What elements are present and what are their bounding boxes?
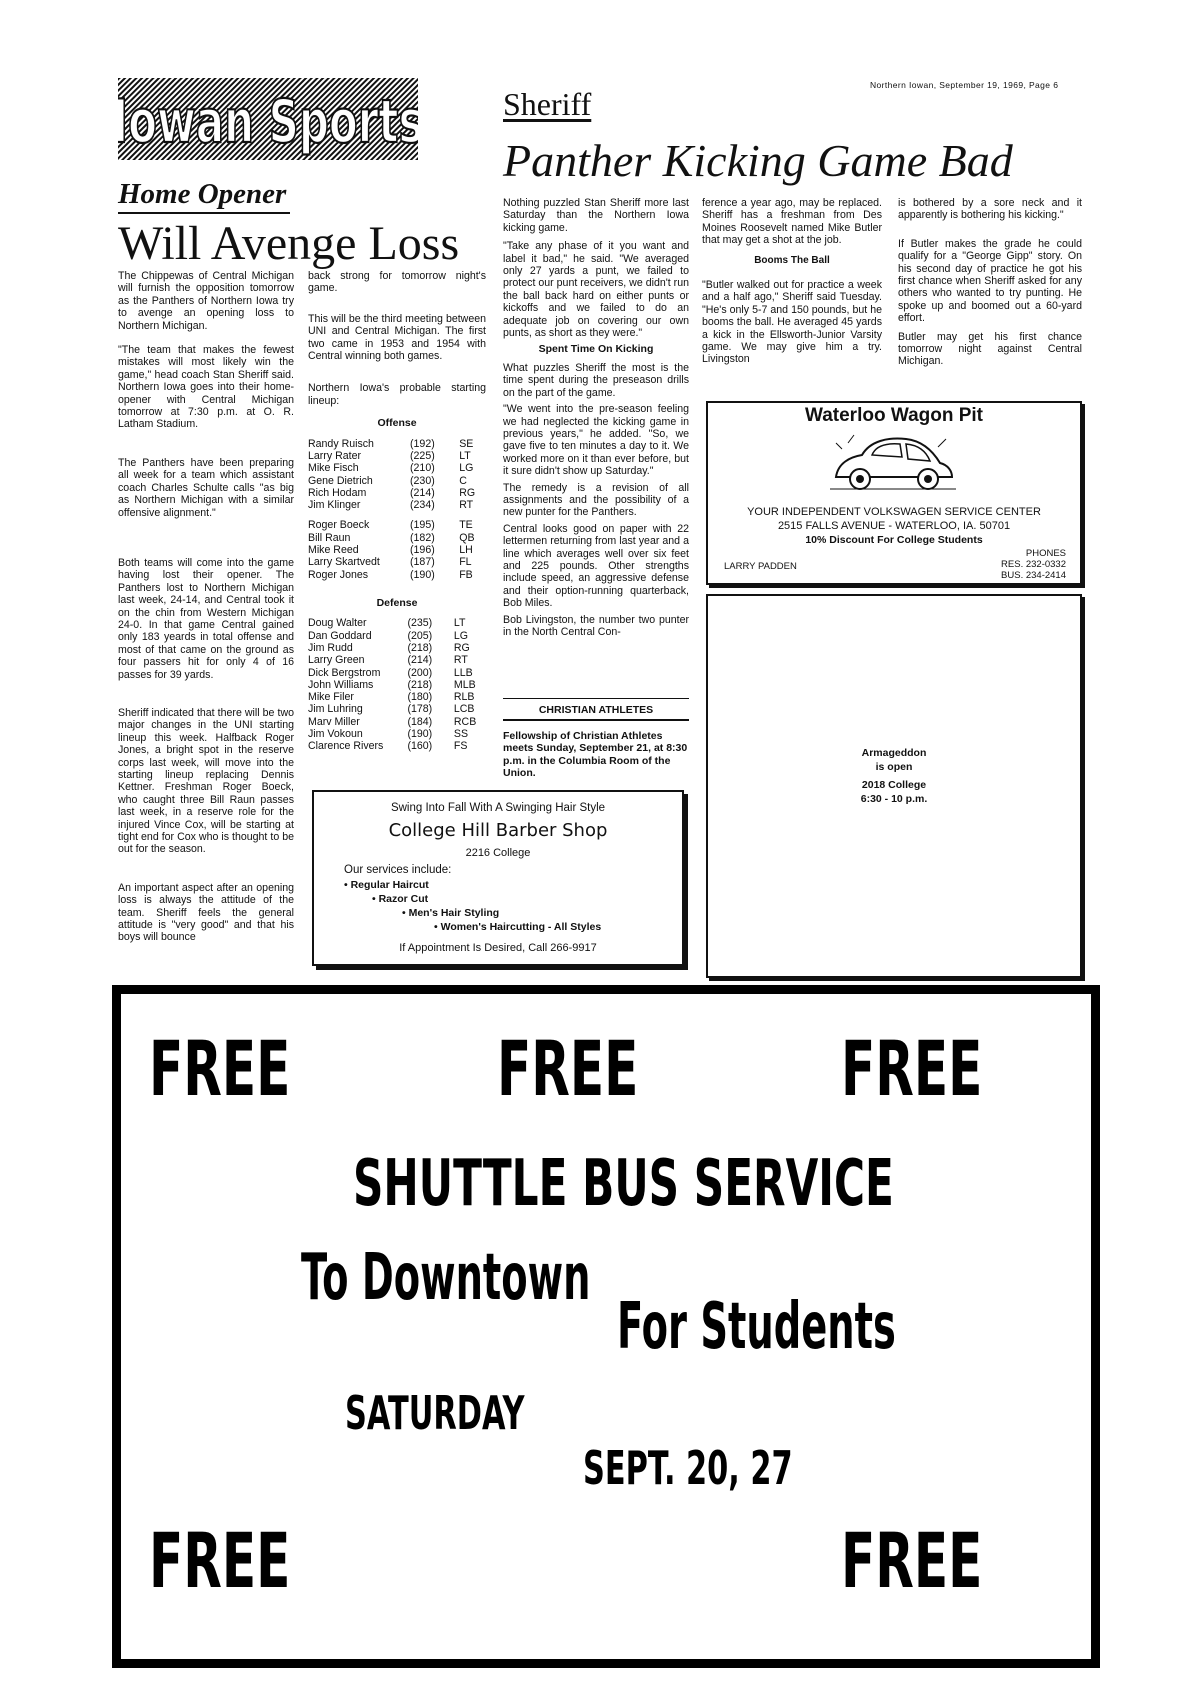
player-position: RG (459, 486, 476, 499)
player-position: C (459, 474, 467, 487)
paragraph: Butler may get his first chance tomorrow night against Central Michigan. (898, 330, 1082, 368)
player-name: Mike Filer (308, 691, 354, 704)
ad-line: Armageddon (861, 747, 927, 759)
table-row (308, 728, 486, 740)
service-item: • Women's Haircutting - All Styles (434, 921, 602, 933)
player-name: Clarence Rivers (308, 740, 384, 753)
free-label: FREE (841, 1024, 983, 1113)
ad-line: YOUR INDEPENDENT VOLKSWAGEN SERVICE CENTER (747, 506, 1041, 518)
ad-discount: 10% Discount For College Students (805, 534, 983, 546)
player-name: Jim Rudd (308, 641, 353, 654)
player-weight: (218) (407, 678, 433, 691)
player-weight: (200) (407, 666, 433, 679)
paragraph: If Butler makes the grade he could qualify for a "George Gipp" story. On his second day of practice he got his first chance when Sheriff asked for any others who wanted to try punting. He spoke up and boomed out a 60-yard effort. (898, 237, 1082, 325)
subheading: Booms The Ball (754, 254, 830, 266)
spacer-row (308, 511, 486, 519)
service-item: • Razor Cut (372, 893, 429, 905)
ad-line: 2018 College (861, 779, 927, 791)
ad-phone-res: RES. 232-0332 (1001, 559, 1066, 570)
volkswagen-beetle-icon (828, 433, 958, 495)
player-position: FB (459, 568, 473, 581)
table-row (308, 630, 486, 642)
player-position: FS (453, 740, 468, 753)
player-position: RT (453, 654, 468, 667)
ad-address: 2216 College (465, 847, 531, 859)
player-name: Gene Dietrich (308, 474, 373, 487)
table-row (308, 740, 486, 752)
player-position: LCB (453, 703, 475, 716)
table-row (308, 487, 486, 499)
player-position: LG (453, 629, 469, 642)
player-position: SE (459, 437, 474, 450)
player-weight: (182) (410, 531, 435, 544)
player-name: Jim Vokoun (308, 728, 363, 740)
ad-line: 6:30 - 10 p.m. (860, 793, 928, 805)
free-label: FREE (149, 1024, 291, 1113)
article-headline: Will Avenge Loss (118, 217, 460, 270)
article-column-1 (118, 270, 294, 956)
table-row (308, 654, 486, 666)
table-row (308, 438, 486, 450)
table-row (308, 569, 486, 581)
subheading: Spent Time On Kicking (538, 343, 654, 356)
player-position: LH (459, 544, 473, 557)
player-weight: (214) (407, 654, 433, 667)
divider (503, 698, 689, 699)
player-position: MLB (453, 678, 476, 691)
player-position: SS (453, 728, 469, 740)
ad-headline: SHUTTLE BUS SERVICE (353, 1147, 894, 1221)
article-column-5 (898, 197, 1082, 380)
player-position: LLB (453, 666, 473, 679)
player-weight: (205) (407, 629, 433, 642)
ad-title: Waterloo Wagon Pit (804, 405, 984, 426)
ad-title: College Hill Barber Shop (388, 820, 608, 841)
player-name: Rich Hodam (308, 486, 367, 499)
shuttle-bus-ad (112, 985, 1100, 1668)
defense-label: Defense (376, 596, 418, 609)
player-name: Larry Green (308, 654, 365, 667)
table-row (308, 617, 486, 629)
player-weight: (218) (407, 641, 433, 654)
player-name: Jim Klinger (308, 499, 361, 512)
article-column-2 (308, 270, 486, 753)
player-position: LG (459, 462, 474, 475)
player-weight: (234) (410, 499, 435, 512)
player-weight: (230) (410, 474, 435, 487)
player-weight: (180) (407, 691, 433, 704)
player-position: RT (459, 499, 474, 512)
player-position: FL (459, 556, 472, 569)
ad-day: SATURDAY (345, 1386, 525, 1440)
table-row (308, 475, 486, 487)
ad-line: is open (875, 761, 913, 773)
player-weight: (214) (410, 486, 435, 499)
offense-label: Offense (377, 417, 417, 430)
player-name: Bill Raun (308, 531, 351, 544)
article-kicker-right: Sheriff (503, 86, 592, 122)
offense-table (308, 438, 486, 581)
article-headline-right: Panther Kicking Game Bad (503, 135, 1013, 186)
player-name: Jim Luhring (308, 703, 363, 716)
ad-contact: LARRY PADDEN (724, 561, 797, 572)
player-weight: (187) (410, 556, 435, 569)
paragraph: The remedy is a revision of all assignments and the possibility of a new punter for the Panthers. (503, 481, 689, 519)
paragraph: Central looks good on paper with 22 lettermen returning from last year and a line which averages well over six feet and 225 pounds. Other strengths include speed, an aggressive defense and their option-running quarterback, Bob Miles. (503, 522, 689, 610)
player-weight: (190) (410, 568, 435, 581)
section-masthead (118, 78, 418, 160)
ad-services-label: Our services include: (344, 864, 452, 876)
paragraph: "Butler walked out for practice a week and a half ago," Sheriff said Tuesday. "He's only 5-7 and 150 pounds, but he booms the ball. He averaged 45 yards a kick in the Ellsworth-Junior Varsity game. We may give him a try. Livingston (702, 279, 882, 366)
table-row (308, 667, 486, 679)
paragraph: An important aspect after an opening loss is always the attitude of the team. Sheriff feels the general attitude is "very good" and that his boys will bounce (118, 881, 294, 944)
player-weight: (235) (407, 617, 433, 630)
player-name: Dan Goddard (308, 629, 372, 642)
service-item: • Men's Hair Styling (402, 907, 500, 919)
armageddon-ad (706, 594, 1082, 978)
table-row (308, 519, 486, 531)
player-weight: (184) (407, 715, 433, 728)
paragraph: "We went into the pre-season feeling we had neglected the kicking game in previous years," he added. "So, we gave five to ten minutes a day to it. We worked more on it than ever before, but it sure didn't show up Saturday." (503, 403, 689, 478)
paragraph: This will be the third meeting between UNI and Central Michigan. The first two came in 1953 and 1954 with Central winning both games. (308, 312, 486, 363)
wagon-pit-ad (706, 401, 1082, 585)
player-name: Doug Walter (308, 617, 367, 630)
player-position: TE (459, 519, 473, 532)
kicker-rule (118, 212, 290, 214)
table-row (308, 462, 486, 474)
player-position: RG (453, 641, 470, 654)
barber-shop-ad (312, 790, 684, 966)
player-weight: (178) (407, 703, 433, 716)
paragraph: "The team that makes the fewest mistakes will most likely win the game," head coach Stan Sheriff said. Northern Iowa goes into their home-opener with Central Michigan tomorrow at 7:30 p.m. at O. R. Latham Stadium. (118, 344, 294, 431)
paragraph: ference a year ago, may be replaced. Sheriff has a freshman from Des Moines Roosevelt named Mike Butler that may get a shot at the job. (702, 197, 882, 247)
divider (503, 719, 689, 721)
free-label: FREE (149, 1516, 291, 1605)
article-column-3 (503, 197, 689, 638)
table-row (308, 679, 486, 691)
player-name: Randy Ruisch (308, 437, 374, 450)
masthead-title: Iowan Sports (118, 87, 418, 158)
player-name: Dick Bergstrom (308, 666, 381, 679)
table-row (308, 691, 486, 703)
defense-table (308, 617, 486, 752)
player-name: Larry Skartvedt (308, 556, 380, 569)
table-row (308, 703, 486, 715)
masthead-graphic (118, 78, 418, 160)
player-weight: (196) (410, 544, 435, 557)
player-name: Larry Rater (308, 449, 361, 462)
paragraph: Northern Iowa's probable starting lineup: (308, 382, 486, 407)
player-weight: (160) (407, 740, 433, 753)
table-row (308, 499, 486, 511)
table-row (308, 544, 486, 556)
player-position: LT (453, 617, 466, 630)
ad-dates: SEPT. 20, 27 (583, 1441, 793, 1495)
player-weight: (225) (410, 449, 435, 462)
article-kicker: Home Opener (118, 178, 287, 210)
player-name: Roger Boeck (308, 519, 370, 532)
article-column-4 (702, 197, 882, 378)
ad-footer: If Appointment Is Desired, Call 266-9917 (399, 942, 597, 954)
ad-phone-bus: BUS. 234-2414 (1001, 570, 1066, 581)
player-position: LT (459, 449, 471, 462)
paragraph: back strong for tomorrow night's game. (308, 270, 486, 295)
paragraph: "Take any phase of it you want and label it bad," he said. "We averaged only 27 yards a punt, we failed to protect our punt receivers, we didn't run the ball back hard on either punts or kickoffs and we failed to do an adequate job on covering our own punts, as short as they were." (503, 240, 689, 340)
ad-line: To Downtown (301, 1241, 591, 1315)
table-row (308, 716, 486, 728)
player-weight: (195) (410, 519, 435, 532)
ad-phones-label: PHONES (1025, 548, 1066, 559)
player-position: RLB (453, 691, 475, 704)
paragraph: The Panthers have been preparing all week for a team which assistant coach Charles Schulte calls "as big as Northern Michigan with a similar offensive alignment." (118, 456, 294, 519)
paragraph: What puzzles Sheriff the most is the time spent during the preseason drills on the part of the game. (503, 361, 689, 399)
notice-body: Fellowship of Christian Athletes meets Sunday, September 21, at 8:30 p.m. in the Columbia Room of the Union. (503, 730, 688, 780)
paragraph: Both teams will come into the game having lost their opener. The Panthers lost to Northern Michigan last week, 24-14, and Central took it on the chin from Western Michigan 24-0. In that game Central gained only 183 yeards in total offense and most of that came on the ground as four passers hit for only 4 of 16 passes for 39 yards. (118, 556, 294, 681)
ad-line: 2515 FALLS AVENUE - WATERLOO, IA. 50701 (777, 520, 1011, 532)
paragraph: is bothered by a sore neck and it apparently is bothering his kicking." (898, 197, 1082, 222)
ad-tagline: Swing Into Fall With A Swinging Hair Style (390, 802, 606, 814)
player-name: Mike Fisch (308, 462, 359, 475)
free-label: FREE (497, 1024, 639, 1113)
ad-line: For Students (617, 1290, 896, 1364)
player-position: QB (459, 531, 475, 544)
paragraph: Sheriff indicated that there will be two major changes in the UNI starting lineup this week. Halfback Roger Jones, a bright spot in the reserve corps last week, will move into the starting lineup replacing Dennis Kettner. Freshman Roger Boeck, who caught three Bill Raun passes last week, in a reserve role for the injured Vince Cox, will be starting at tight end for Cox who is thought to be out for the season. (118, 706, 294, 856)
player-position: RCB (453, 715, 477, 728)
player-name: Mike Reed (308, 544, 359, 557)
paragraph: Nothing puzzled Stan Sheriff more last Saturday than the Northern Iowa kicking game. (503, 197, 689, 234)
table-row (308, 642, 486, 654)
player-weight: (190) (407, 728, 433, 740)
paragraph: Bob Livingston, the number two punter in the North Central Con- (503, 613, 689, 638)
player-weight: (210) (410, 462, 435, 475)
table-row (308, 556, 486, 568)
player-name: Marv Miller (308, 715, 360, 728)
paragraph: The Chippewas of Central Michigan will furnish the opposition tomorrow as the Panthers of Northern Iowa try to avenge an opening loss to Northern Michigan. (118, 270, 294, 332)
table-row (308, 532, 486, 544)
notice-title: CHRISTIAN ATHLETES (538, 704, 654, 716)
service-item: • Regular Haircut (344, 879, 429, 891)
table-row (308, 450, 486, 462)
free-label: FREE (841, 1516, 983, 1605)
player-name: Roger Jones (308, 568, 369, 581)
player-weight: (192) (410, 437, 435, 450)
player-name: John Williams (308, 678, 374, 691)
page-folio: Northern Iowan, September 19, 1969, Page 6 (870, 80, 1059, 90)
